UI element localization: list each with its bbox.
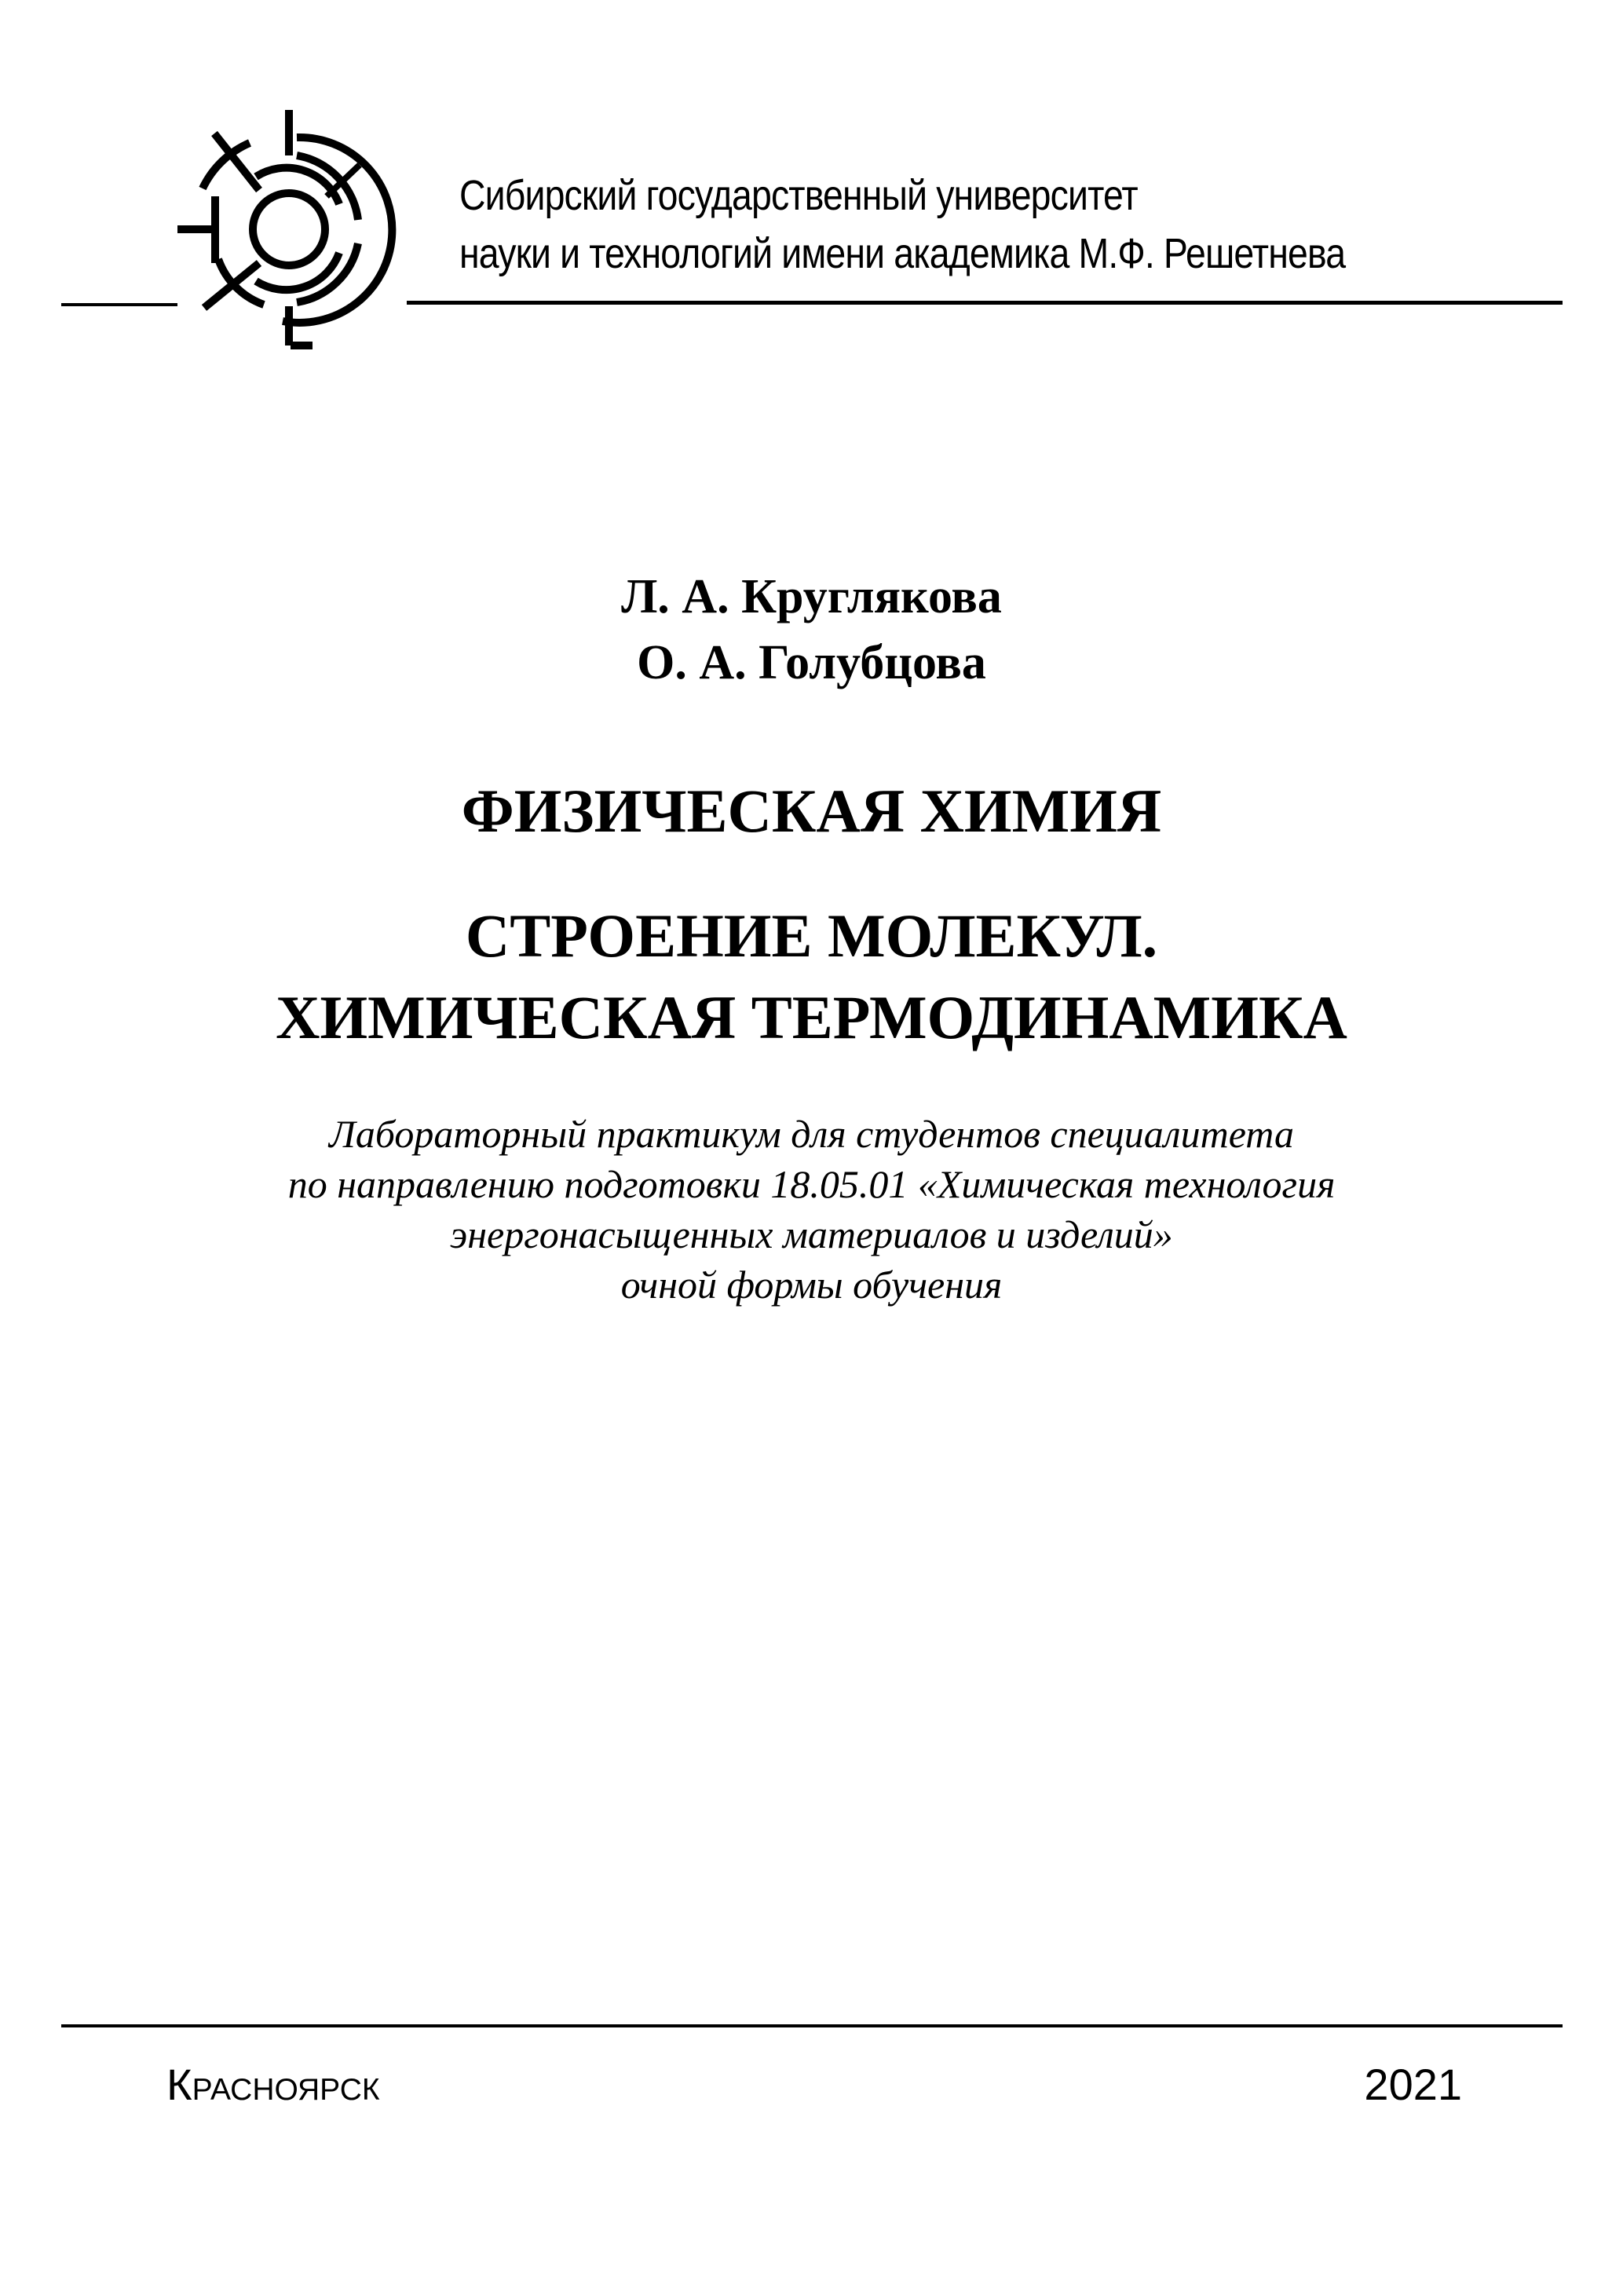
- university-name-line2: науки и технологий имени академика М.Ф. Решетнева: [459, 230, 1346, 277]
- description-line1: Лабораторный практикум для студентов специалитета: [329, 1112, 1294, 1156]
- university-name-line1: Сибирский государственный университет: [459, 172, 1138, 219]
- discipline-title: ФИЗИЧЕСКАЯ ХИМИЯ: [461, 777, 1162, 845]
- university-name: [459, 166, 1345, 283]
- topic-title-line2: ХИМИЧЕСКАЯ ТЕРМОДИНАМИКА: [276, 983, 1347, 1051]
- footer-divider: [61, 2024, 1563, 2027]
- topic-title-line1: СТРОЕНИЕ МОЛЕКУЛ.: [465, 901, 1158, 970]
- publication-description: [0, 1109, 1623, 1310]
- publication-city: Красноярск: [166, 2060, 380, 2109]
- header-divider-right: [407, 301, 1563, 305]
- author-2: О. А. Голубцова: [637, 636, 986, 689]
- university-emblem-icon: [171, 102, 399, 353]
- header-divider-left: [61, 303, 177, 306]
- publication-year: 2021: [1364, 2060, 1462, 2109]
- description-line3: энергонасыщенных материалов и изделий»: [450, 1212, 1173, 1256]
- description-line4: очной формы обучения: [620, 1263, 1003, 1307]
- topic-title: [0, 895, 1623, 1058]
- author-1: Л. А. Круглякова: [621, 570, 1002, 623]
- description-line2: по направлению подготовки 18.05.01 «Химическая технология: [287, 1162, 1336, 1206]
- authors: [0, 564, 1623, 696]
